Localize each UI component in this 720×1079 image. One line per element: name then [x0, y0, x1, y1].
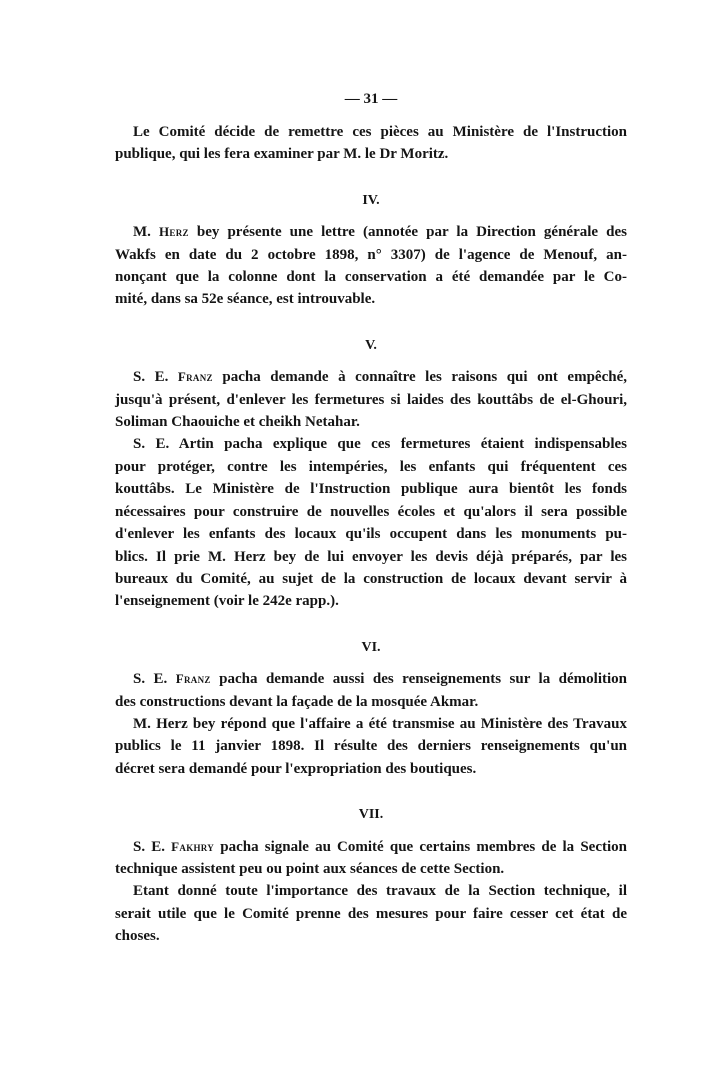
person-name-smallcaps: Franz	[175, 671, 211, 687]
text-segment: choses.	[115, 928, 160, 945]
document-body	[115, 121, 627, 948]
text-line	[115, 266, 627, 288]
section-heading: VII.	[358, 807, 384, 823]
text-line	[115, 501, 627, 523]
text-line	[115, 668, 627, 690]
text-segment: Wakfs en date du 2 octobre 1898, n° 3307) de l'agence de Menouf, an-	[115, 246, 627, 263]
text-line	[115, 143, 627, 165]
text-segment: serait utile que le Comité prenne des mesures pour faire cesser cet état de	[115, 905, 627, 922]
section-heading: VI.	[361, 639, 381, 655]
section-heading: V.	[365, 337, 377, 353]
text-line	[115, 411, 627, 433]
text-line	[115, 903, 627, 925]
text-segment: bey présente une lettre (annotée par la Direction générale des	[188, 224, 627, 241]
paragraph	[115, 121, 627, 166]
page-number: — 31 —	[344, 91, 398, 107]
text-segment: Le Comité décide de remettre ces pièces au Ministère de l'Instruction	[133, 124, 627, 140]
text-segment: d'enlever les enfants des locaux qu'ils occupent dans les monuments pu-	[115, 526, 627, 543]
text-line	[115, 568, 627, 590]
text-segment: publique, qui les fera examiner par M. le Dr Moritz.	[115, 146, 449, 163]
text-segment: pacha demande à connaître les raisons qui ont empêché,	[212, 369, 627, 386]
text-segment: M. Herz bey répond que l'affaire a été transmise au Ministère des Travaux	[133, 715, 627, 732]
text-segment: S. E.	[133, 369, 178, 386]
text-line	[115, 925, 627, 947]
text-segment: blics. Il prie M. Herz bey de lui envoyer les devis déjà préparés, par les	[115, 548, 627, 565]
text-segment: pour protéger, contre les intempéries, les enfants qui fréquentent ces	[115, 458, 627, 475]
text-segment: jusqu'à présent, d'enlever les fermetures si laides des kouttâbs de el-Ghouri,	[115, 391, 627, 408]
paragraph	[115, 221, 627, 311]
text-segment: bureaux du Comité, au sujet de la construction de locaux devant servir à	[115, 570, 627, 587]
person-name-smallcaps: Fakhry	[171, 838, 215, 854]
text-line	[115, 691, 627, 713]
paragraph	[115, 433, 627, 612]
document-page	[115, 88, 627, 948]
paragraph	[115, 713, 627, 780]
text-line	[115, 244, 627, 266]
paragraph	[115, 836, 627, 881]
person-name-smallcaps: Herz	[158, 224, 189, 240]
text-line	[115, 735, 627, 757]
text-line	[115, 121, 627, 143]
text-line	[115, 366, 627, 388]
text-line	[115, 478, 627, 500]
text-segment: kouttâbs. Le Ministère de l'Instruction publique aura bientôt les fonds	[115, 481, 627, 498]
text-segment: publics le 11 janvier 1898. Il résulte des derniers renseignements qu'un	[115, 738, 627, 755]
text-line	[115, 590, 627, 612]
text-segment: M.	[133, 224, 159, 241]
text-line	[115, 456, 627, 478]
text-segment: décret sera demandé pour l'expropriation des boutiques.	[115, 760, 477, 777]
paragraph	[115, 668, 627, 713]
text-segment: nécessaires pour construire de nouvelles écoles et qu'alors il sera possible	[115, 503, 627, 520]
paragraph	[115, 880, 627, 947]
text-line	[115, 433, 627, 455]
text-line	[115, 758, 627, 780]
text-segment: Etant donné toute l'importance des travaux de la Section technique, il	[133, 883, 627, 900]
text-line	[115, 858, 627, 880]
text-segment: Soliman Chaouiche et cheikh Netahar.	[115, 414, 360, 431]
paragraph	[115, 366, 627, 433]
text-segment: S. E.	[133, 671, 176, 688]
person-name-smallcaps: Franz	[177, 369, 213, 385]
text-line	[115, 713, 627, 735]
section-heading: IV.	[362, 192, 380, 208]
text-line	[115, 836, 627, 858]
text-segment: nonçant que la colonne dont la conservation a été demandée par le Co-	[115, 269, 627, 286]
text-segment: des constructions devant la façade de la mosquée Akmar.	[115, 693, 479, 710]
text-line	[115, 221, 627, 243]
text-segment: S. E.	[133, 838, 172, 855]
text-line	[115, 546, 627, 568]
text-segment: mité, dans sa 52e séance, est introuvable.	[115, 291, 376, 308]
text-segment: technique assistent peu ou point aux séances de cette Section.	[115, 860, 505, 877]
text-line	[115, 880, 627, 902]
text-segment: pacha demande aussi des renseignements sur la démolition	[210, 671, 627, 688]
text-segment: pacha signale au Comité que certains membres de la Section	[214, 838, 627, 855]
text-segment: l'enseignement (voir le 242e rapp.).	[115, 593, 339, 610]
text-line	[115, 523, 627, 545]
text-segment: S. E. Artin pacha explique que ces fermetures étaient indispensables	[133, 436, 627, 453]
text-line	[115, 389, 627, 411]
text-line	[115, 288, 627, 310]
